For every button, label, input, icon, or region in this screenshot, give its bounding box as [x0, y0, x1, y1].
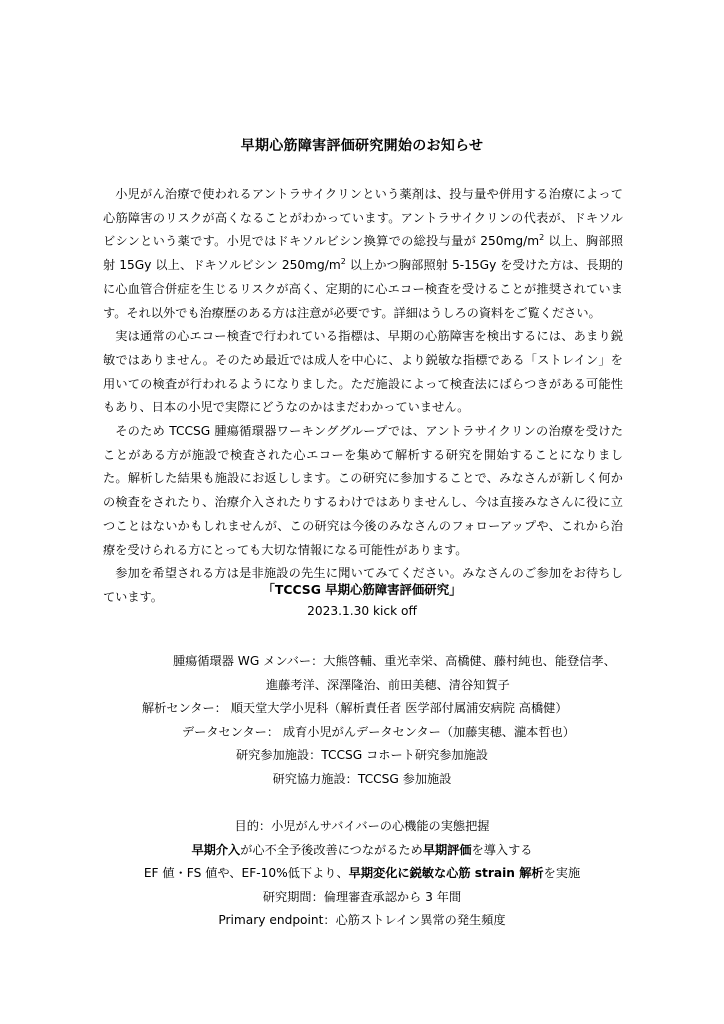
body-text	[103, 183, 623, 610]
superscript-2: 2	[340, 257, 346, 267]
page-title: 早期心筋障害評価研究開始のお知らせ	[240, 138, 484, 154]
members-line-1: 腫瘍循環器 WG メンバー：大熊啓輔、重光幸栄、高橋健、藤村純也、能登信孝、	[173, 654, 616, 668]
paragraph-1-text-a: 小児がん治療で使われるアントラサイクリンという薬剤は、投与量や併用する治療によって心筋障害のリスクが高くなることがわかっています。アントラサイクリンの代表が、ドキソルビシンという薬です。小児ではドキソルビシン換算での総投与量が 250mg/m	[103, 187, 623, 249]
data-center	[182, 723, 575, 740]
members-line-2: 進藤考洋、深澤隆治、前田美穂、清谷知賀子	[266, 678, 510, 692]
study-name: 「TCCSG 早期心筋障害評価研究」	[262, 582, 462, 597]
bold-early-intervention: 早期介入	[191, 843, 241, 857]
analysis-center	[142, 699, 568, 716]
paragraph-2: 実は通常の心エコー検査で行われている指標は、早期の心筋障害を検出するには、あまり鋭敏ではありません。そのため最近では成人を中心に、より鋭敏な指標である「ストレイン」を用いての検査が行われるようになりました。ただ施設によって検査法にばらつきがある可能性もあり、日本の小児で実際にどうなのかはまだわかっていません。	[103, 329, 623, 415]
purpose: 目的：小児がんサバイバーの心機能の実態把握	[234, 819, 490, 833]
paragraph-1-text-c: 以上かつ胸部照射 5-15Gy を受けた方は、長期的に心血管合併症を生じるリスクが高く、定期的に心エコー検査を受けることが推奨されています。それ以外でも治療歴のある方は注意が必要です。詳細はうしろの資料をご覧ください。	[103, 258, 623, 320]
data-center-value: 成育小児がんデータセンター（加藤実穂、瀧本哲也）	[282, 725, 575, 739]
participating-sites: 研究参加施設：TCCSG コホート研究参加施設	[236, 748, 488, 762]
purpose-3-text-a: EF 値・FS 値や、EF-10%低下より、	[143, 866, 349, 880]
purpose-line-2	[0, 841, 724, 858]
analysis-center-value: 順天堂大学小児科（解析責任者 医学部付属浦安病院 高橋健）	[230, 701, 568, 715]
paragraph-3: そのため TCCSG 腫瘍循環器ワーキンググループでは、アントラサイクリンの治療を受けたことがある方が施設で検査された心エコーを集めて解析する研究を開始することになりました。解析した結果も施設にお返しします。この研究に参加することで、みなさんが新しく何かの検査をされたり、治療介入されたりするわけではありませんし、今は直接みなさんに役に立つことはないかもしれませんが、この研究は今後のみなさんのフォローアップや、これから治療を受けられる方にとっても大切な情報になる可能性があります。	[103, 424, 623, 557]
data-center-label: データセンター：	[182, 725, 280, 739]
study-period: 研究期間：倫理審査承認から 3 年間	[262, 890, 462, 904]
analysis-center-label: 解析センター：	[142, 701, 227, 715]
purpose-line-3	[0, 864, 724, 881]
primary-endpoint: Primary endpoint：心筋ストレイン異常の発生頻度	[218, 913, 506, 927]
cooperating-sites: 研究協力施設：TCCSG 参加施設	[272, 772, 452, 786]
purpose-2-text-b: を導入する	[471, 843, 533, 857]
superscript-2: 2	[539, 233, 545, 243]
kickoff-date: 2023.1.30 kick off	[307, 604, 417, 618]
bold-strain-analysis: 早期変化に鋭敏な心筋 strain 解析	[348, 866, 544, 880]
purpose-3-text-b: を実施	[543, 866, 581, 880]
paragraph-1	[103, 183, 623, 325]
bold-early-evaluation: 早期評価	[422, 843, 472, 857]
purpose-2-text-a: が心不全予後改善につながるため	[240, 843, 423, 857]
paragraph-4: 参加を希望される方は是非施設の先生に聞いてみてください。みなさんのご参加をお待ちしています。	[103, 566, 623, 604]
paragraph-1-text-b: 以上、胸部照射 15Gy 以上、ドキソルビシン 250mg/m	[103, 234, 624, 273]
